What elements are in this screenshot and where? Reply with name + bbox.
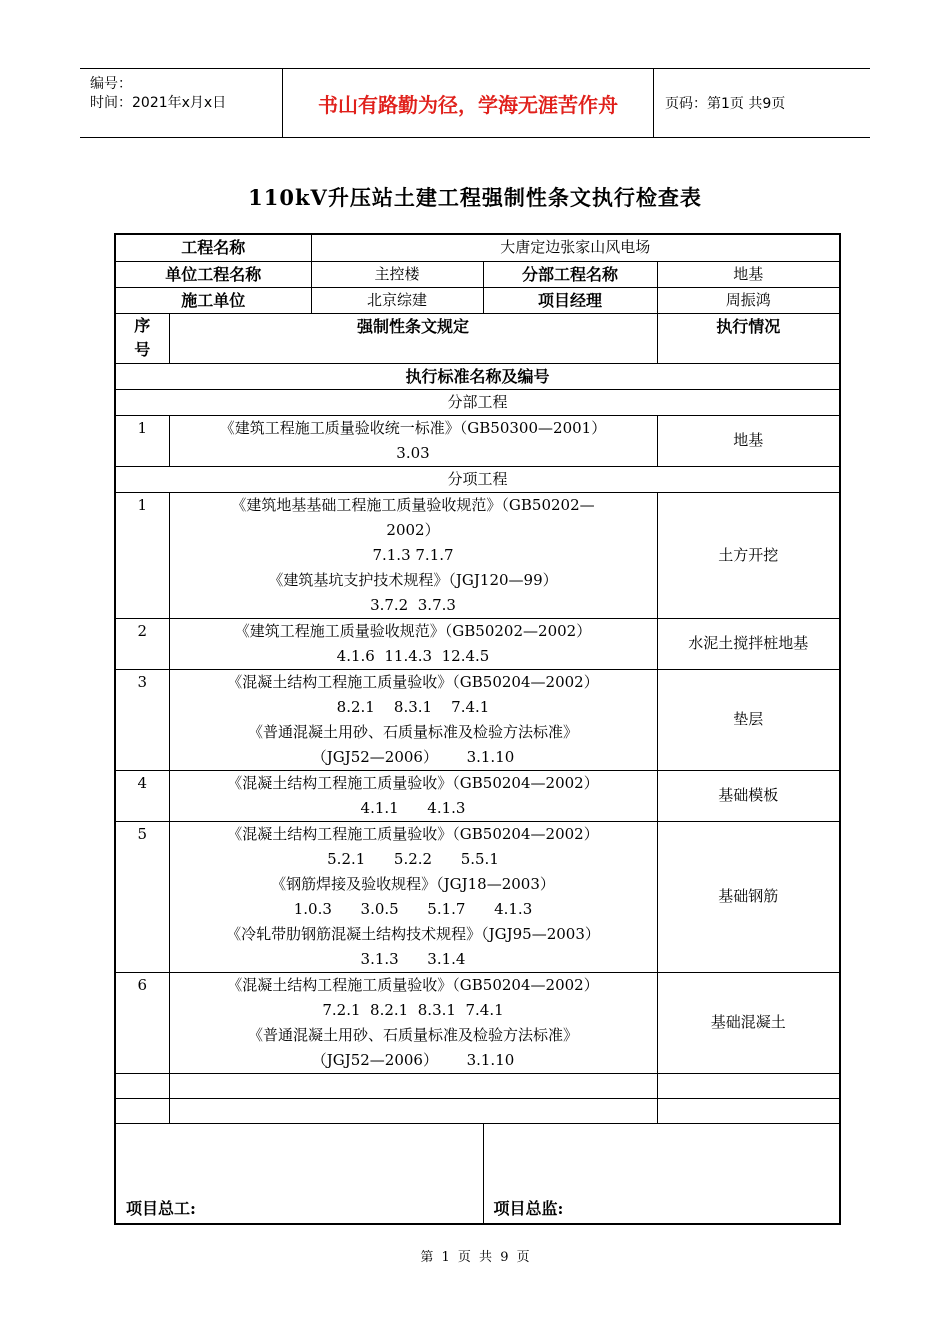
chief-supervisor-label: 项目总监:: [493, 1198, 564, 1218]
rule-line: 《普通混凝土用砂、石质量标准及检验方法标准》: [248, 722, 579, 741]
header-meta: [80, 69, 282, 137]
rule-line: 5.2.1 5.2.2 5.5.1: [327, 849, 499, 868]
chief-engineer-cell: [115, 1123, 483, 1224]
rule-line: 3.03: [396, 443, 430, 462]
project-name-row: [115, 234, 840, 261]
contractor-label: 施工单位: [115, 287, 311, 313]
rule-line: 《普通混凝土用砂、石质量标准及检验方法标准》: [248, 1025, 579, 1044]
row-rule: [169, 770, 657, 821]
empty-cell: [115, 1098, 169, 1123]
chief-engineer-label: 项目总工:: [126, 1198, 196, 1218]
row-seq: 1: [115, 492, 169, 618]
rule-line: 《混凝土结构工程施工质量验收》（GB50204—2002）: [227, 975, 599, 994]
unit-label: 单位工程名称: [115, 261, 311, 287]
status-header: 执行情况: [657, 313, 840, 363]
rule-line: 《钢筋焊接及验收规程》（JGJ18—2003）: [271, 874, 555, 893]
rule-line: 8.2.1 8.3.1 7.4.1: [336, 697, 490, 716]
chief-supervisor-cell: [483, 1123, 840, 1224]
row-seq: 1: [115, 415, 169, 466]
rule-line: 7.1.3 7.1.7: [372, 545, 454, 564]
row-seq: 3: [115, 669, 169, 770]
project-name-label: 工程名称: [115, 234, 311, 261]
rule-line: （JGJ52—2006） 3.1.10: [311, 1050, 515, 1069]
table-row: [115, 492, 840, 618]
table-row: [115, 669, 840, 770]
header-motto: 书山有路勤为径，学海无涯苦作舟: [282, 69, 654, 137]
empty-cell: [657, 1098, 840, 1123]
row-rule: [169, 415, 657, 466]
row-status: 垫层: [657, 669, 840, 770]
standard-header-row: [115, 363, 840, 389]
row-status: 基础混凝土: [657, 972, 840, 1073]
rule-line: 2002）: [386, 520, 440, 539]
manager-value: 周振鸿: [657, 287, 840, 313]
standard-header: 执行标准名称及编号: [115, 363, 840, 389]
manager-label: 项目经理: [483, 287, 657, 313]
item-section-label: 分项工程: [115, 466, 840, 492]
page-footer: 第 1 页 共 9 页: [420, 1250, 530, 1265]
rule-line: 《混凝土结构工程施工质量验收》（GB50204—2002）: [227, 824, 599, 843]
row-rule: [169, 821, 657, 972]
empty-cell: [169, 1098, 657, 1123]
row-status: 土方开挖: [657, 492, 840, 618]
table-row: [115, 415, 840, 466]
contractor-value: 北京综建: [311, 287, 483, 313]
seq-header: [115, 313, 169, 363]
document-title: 110kV升压站土建工程强制性条文执行检查表: [248, 185, 702, 210]
row-status: 地基: [657, 415, 840, 466]
item-section-row: [115, 466, 840, 492]
header-page-number: 页码：第1页 共9页: [665, 96, 786, 112]
rule-line: 《冷轧带肋钢筋混凝土结构技术规程》（JGJ95—2003）: [226, 924, 600, 943]
rule-line: 7.2.1 8.2.1 8.3.1 7.4.1: [322, 1000, 504, 1019]
row-seq: 5: [115, 821, 169, 972]
time-label: 时间：2021年x月x日: [90, 95, 227, 111]
column-header-row: [115, 313, 840, 363]
row-status: 基础钢筋: [657, 821, 840, 972]
division-section-row: [115, 389, 840, 415]
rule-line: 《建筑地基基础工程施工质量验收规范》（GB50202—: [231, 495, 595, 514]
unit-value: 主控楼: [311, 261, 483, 287]
table-row: [115, 972, 840, 1073]
empty-cell: [169, 1073, 657, 1098]
page-header: [80, 68, 870, 138]
empty-cell: [115, 1073, 169, 1098]
row-rule: [169, 492, 657, 618]
rule-line: （JGJ52—2006） 3.1.10: [311, 747, 515, 766]
rule-line: 《建筑工程施工质量验收统一标准》（GB50300—2001）: [219, 418, 607, 437]
contractor-row: [115, 287, 840, 313]
table-row: [115, 618, 840, 669]
row-status: 水泥土搅拌桩地基: [657, 618, 840, 669]
rule-line: 3.1.3 3.1.4: [360, 949, 466, 968]
row-seq: 2: [115, 618, 169, 669]
empty-cell: [657, 1073, 840, 1098]
division-section-label: 分部工程: [115, 389, 840, 415]
signature-row: [115, 1123, 840, 1224]
rule-line: 《建筑基坑支护技术规程》（JGJ120—99）: [268, 570, 558, 589]
project-name-value: 大唐定边张家山风电场: [311, 234, 840, 261]
empty-row: [115, 1073, 840, 1098]
row-rule: [169, 618, 657, 669]
empty-row: [115, 1098, 840, 1123]
rule-line: 《混凝土结构工程施工质量验收》（GB50204—2002）: [227, 773, 599, 792]
table-row: [115, 770, 840, 821]
seq-header-text: 序号: [134, 315, 151, 359]
rule-line: 《建筑工程施工质量验收规范》（GB50202—2002）: [234, 621, 592, 640]
division-label: 分部工程名称: [483, 261, 657, 287]
row-rule: [169, 972, 657, 1073]
rule-line: 4.1.1 4.1.3: [360, 798, 466, 817]
inspection-table: [114, 233, 841, 1225]
rule-line: 《混凝土结构工程施工质量验收》（GB50204—2002）: [227, 672, 599, 691]
unit-row: [115, 261, 840, 287]
row-seq: 6: [115, 972, 169, 1073]
division-value: 地基: [657, 261, 840, 287]
rule-line: 4.1.6 11.4.3 12.4.5: [336, 646, 490, 665]
row-rule: [169, 669, 657, 770]
code-label: 编号：: [90, 76, 132, 92]
row-status: 基础模板: [657, 770, 840, 821]
rule-line: 1.0.3 3.0.5 5.1.7 4.1.3: [293, 899, 533, 918]
row-seq: 4: [115, 770, 169, 821]
table-row: [115, 821, 840, 972]
rule-line: 3.7.2 3.7.3: [370, 595, 456, 614]
rule-header: 强制性条文规定: [169, 313, 657, 363]
